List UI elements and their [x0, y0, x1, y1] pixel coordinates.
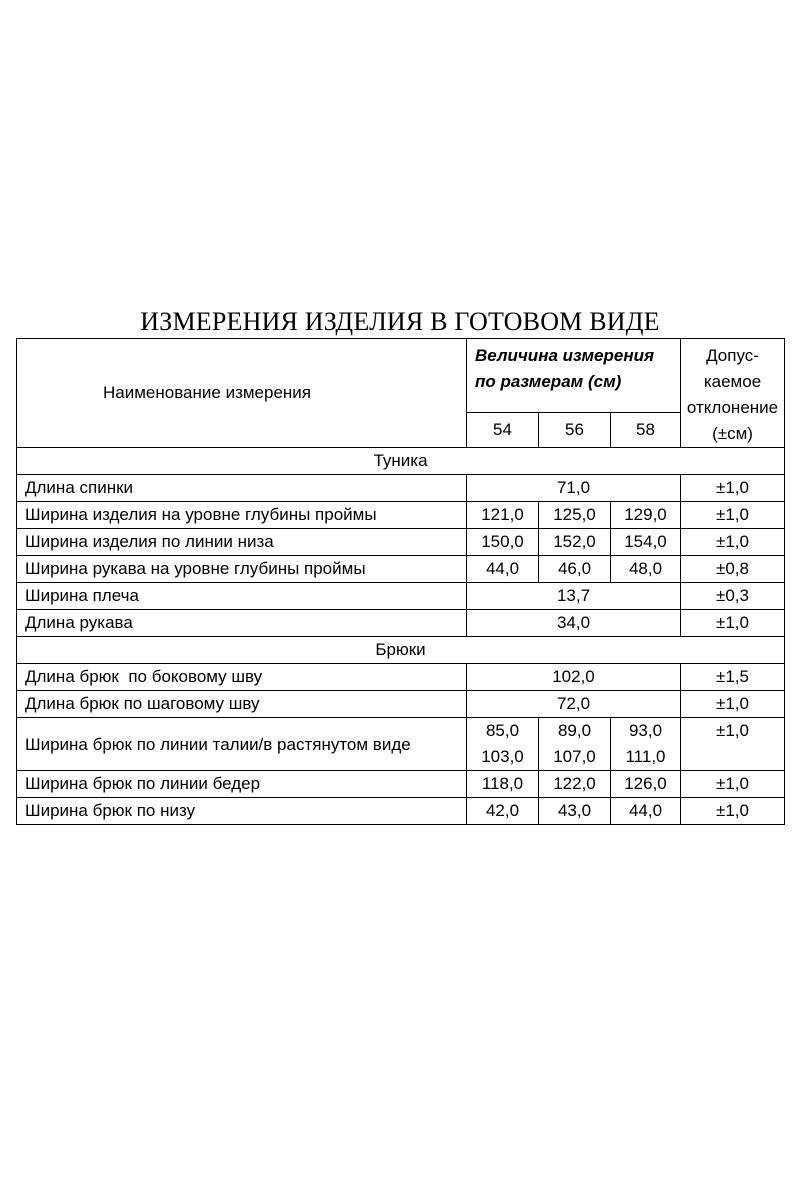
value-line: 103,0 — [481, 747, 524, 766]
tolerance-value: ±1,0 — [681, 529, 785, 556]
header-tolerance-line1: Допус- — [706, 346, 759, 365]
measurement-name: Ширина брюк по низу — [17, 798, 467, 825]
measurement-value: 48,0 — [611, 556, 681, 583]
measurement-name: Ширина брюк по линии бедер — [17, 771, 467, 798]
measurement-value: 152,0 — [539, 529, 611, 556]
size-header: 58 — [611, 412, 681, 447]
header-row — [17, 339, 785, 413]
measurement-value: 72,0 — [467, 691, 681, 718]
measurement-value: 118,0 — [467, 771, 539, 798]
measurement-value: 102,0 — [467, 664, 681, 691]
table-row — [17, 583, 785, 610]
measurement-value: 13,7 — [467, 583, 681, 610]
tolerance-value: ±1,0 — [681, 610, 785, 637]
value-line: 89,0 — [557, 721, 592, 740]
section-row — [17, 448, 785, 475]
measurement-value: 126,0 — [611, 771, 681, 798]
size-header: 56 — [539, 412, 611, 447]
measurement-name: Ширина изделия по линии низа — [17, 529, 467, 556]
table-row — [17, 798, 785, 825]
measurement-value: 42,0 — [467, 798, 539, 825]
section-title: Брюки — [17, 637, 785, 664]
tolerance-value: ±1,5 — [681, 664, 785, 691]
measurement-value: 46,0 — [539, 556, 611, 583]
table-row — [17, 475, 785, 502]
measurement-value — [539, 718, 611, 771]
measurement-name: Длина спинки — [17, 475, 467, 502]
tolerance-value: ±0,8 — [681, 556, 785, 583]
measurement-value: 125,0 — [539, 502, 611, 529]
table-row — [17, 771, 785, 798]
value-line: 107,0 — [553, 747, 596, 766]
measurements-table — [16, 338, 785, 825]
tolerance-value: ±1,0 — [681, 475, 785, 502]
measurement-value: 121,0 — [467, 502, 539, 529]
tolerance-value: ±1,0 — [681, 771, 785, 798]
measurement-name: Ширина плеча — [17, 583, 467, 610]
tolerance-value: ±0,3 — [681, 583, 785, 610]
measurement-name: Ширина изделия на уровне глубины проймы — [17, 502, 467, 529]
measurement-name: Длина рукава — [17, 610, 467, 637]
table-row — [17, 610, 785, 637]
header-value-column — [467, 339, 681, 413]
measurement-name: Длина брюк по шаговому шву — [17, 691, 467, 718]
measurement-value: 122,0 — [539, 771, 611, 798]
measurement-value — [467, 718, 539, 771]
tolerance-value: ±1,0 — [681, 798, 785, 825]
table-row — [17, 556, 785, 583]
value-line: 93,0 — [628, 721, 663, 740]
value-line: 85,0 — [485, 721, 520, 740]
section-title: Туника — [17, 448, 785, 475]
measurement-name: Длина брюк по боковому шву — [17, 664, 467, 691]
table-row — [17, 529, 785, 556]
measurement-value: 44,0 — [611, 798, 681, 825]
measurement-value: 150,0 — [467, 529, 539, 556]
header-tolerance-column — [681, 339, 785, 448]
measurement-value: 44,0 — [467, 556, 539, 583]
tolerance-value: ±1,0 — [681, 718, 785, 771]
value-line: 111,0 — [625, 747, 666, 766]
measurement-value: 43,0 — [539, 798, 611, 825]
section-row — [17, 637, 785, 664]
header-tolerance-line3: отклонение — [686, 398, 779, 417]
table-row — [17, 664, 785, 691]
table-row — [17, 691, 785, 718]
tolerance-value: ±1,0 — [681, 502, 785, 529]
header-value-line2: по размерам (см) — [475, 372, 622, 391]
measurement-value: 154,0 — [611, 529, 681, 556]
measurement-name: Ширина рукава на уровне глубины проймы — [17, 556, 467, 583]
table-row — [17, 718, 785, 771]
size-header: 54 — [467, 412, 539, 447]
tolerance-value: ±1,0 — [681, 691, 785, 718]
measurement-value: 34,0 — [467, 610, 681, 637]
header-value-line1: Величина измерения — [475, 346, 655, 365]
measurement-value: 71,0 — [467, 475, 681, 502]
document-title: ИЗМЕРЕНИЯ ИЗДЕЛИЯ В ГОТОВОМ ВИДЕ — [140, 307, 660, 336]
header-tolerance-line2: каемое — [703, 372, 762, 391]
header-name-column: Наименование измерения — [17, 339, 467, 448]
table-row — [17, 502, 785, 529]
measurement-name: Ширина брюк по линии талии/в растянутом виде — [17, 718, 467, 771]
measurement-value — [611, 718, 681, 771]
measurement-value: 129,0 — [611, 502, 681, 529]
header-tolerance-line4: (±см) — [712, 424, 753, 443]
